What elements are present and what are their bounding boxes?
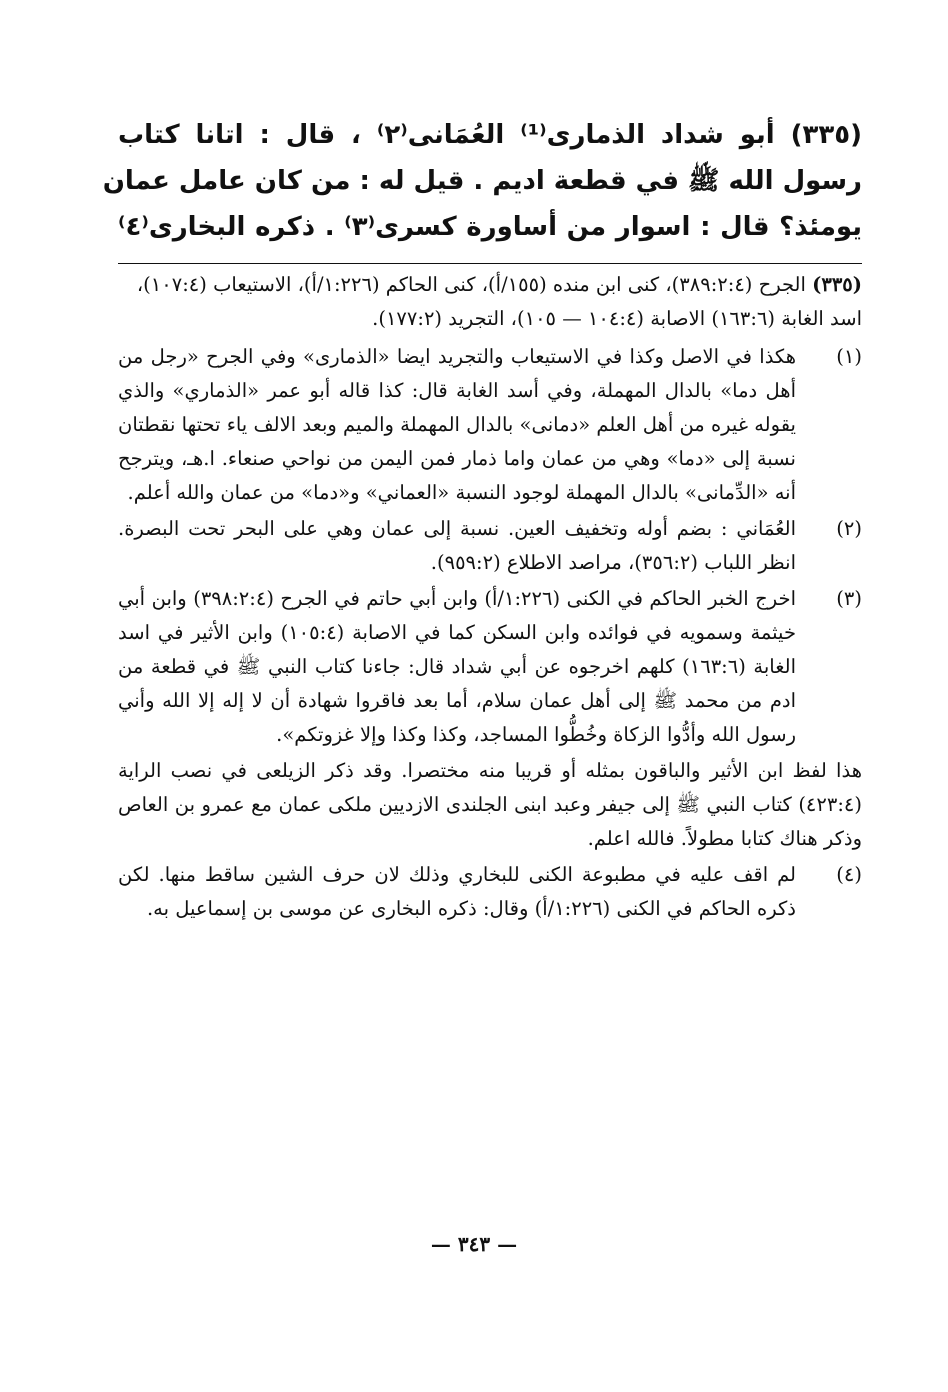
footnote-3 bbox=[118, 582, 862, 752]
footnote-text: العُمَاني : بضم أوله وتخفيف العين. نسبة إلى عمان وهي على البحر تحت البصرة. انظر اللباب (٣٥٦:٢)، مراصد الاطلاع (٩٥٩:٢). bbox=[118, 517, 796, 574]
footnote-number: (٢) bbox=[836, 517, 862, 540]
footnotes bbox=[118, 268, 862, 928]
source-reference bbox=[118, 268, 862, 336]
source-reference-number: (٣٣٥) bbox=[812, 273, 862, 296]
footnote-number: (٣) bbox=[836, 587, 862, 610]
main-line-3: يومئذ؟ قال : اسوار من أساورة كسرى⁽٣⁾ . ذكره البخاری⁽٤⁾ bbox=[118, 212, 862, 242]
footnote-2 bbox=[118, 512, 862, 580]
footnote-3-continuation: هذا لفظ ابن الأثير والباقون بمثله أو قريبا منه مختصرا. وقد ذكر الزيلعی في نصب الراية (٤٢٣:٤) كتاب النبي ﷺ إلى جيفر وعبد ابنى الجلندى الازديين ملكى عمان مع عمرو بن العاص وذكر هناك كتابا مطولاً. فالله اعلم. bbox=[118, 759, 862, 850]
footnote-number: (٤) bbox=[836, 863, 862, 886]
source-reference-text: الجرح (٣٨٩:٢:٤)، كنى ابن منده (١٥٥/أ)، كنى الحاكم (١:٢٢٦/أ)، الاستيعاب (١٠٧:٤)، اسد الغابة (١٦٣:٦) الاصابة (١٠٤:٤ — ١٠٥)، التجريد (١٧٧:٢). bbox=[136, 273, 862, 330]
main-text bbox=[102, 112, 862, 250]
footnote-text: اخرج الخبر الحاكم في الكنى (١:٢٢٦/أ) وابن أبي حاتم في الجرح (٣٩٨:٢:٤) وابن أبي خيثمة وسمويه في فوائده وابن السكن كما في الاصابة (١٠٥:٤) وابن الأثير في اسد الغابة (١٦٣:٦) كلهم اخرجوه عن أبي شداد قال: جاءنا كتاب النبي ﷺ في قطعة من ادم من محمد ﷺ إلى أهل عمان سلام، أما بعد فاقروا شهادة أن لا إله إلا الله وأني رسول الله وأدُّوا الزكاة وخُطُّوا المساجد، وكذا وكذا وإلا غزوتكم». bbox=[118, 587, 797, 746]
footnote-4 bbox=[118, 858, 862, 926]
main-line-2: رسول الله ﷺ في قطعة اديم . قيل له : من كان عامل عمان bbox=[102, 166, 862, 196]
footnote-text: هكذا في الاصل وكذا في الاستيعاب والتجريد ايضا «الذماری» وفي الجرح «رجل من أهل دما» بالدال المهملة، وفي أسد الغابة قال: كذا قاله أبو عمر «الذماري» والذي يقوله غيره من أهل العلم «دمانی» بالدال المهملة والميم وبعد الالف ياء تحتها نقطتان نسبة إلى «دما» وهي من عمان واما ذمار فمن اليمن من نواحي صنعاء. ا.هـ، ويترجح أنه «الدِّمانی» بالدال المهملة لوجود النسبة «العماني» و«دما» من عمان والله أعلم. bbox=[118, 345, 796, 504]
footnote-separator bbox=[118, 263, 862, 264]
footnote-1 bbox=[118, 340, 862, 510]
footnote-text: لم اقف عليه في مطبوعة الكنى للبخاري وذلك لان حرف الشين ساقط منها. لكن ذكره الحاكم في الكنى (١:٢٢٦/أ) وقال: ذكره البخاری عن موسى بن إسماعيل به. bbox=[118, 863, 796, 920]
main-line-1: (٣٣٥) أبو شداد الذماری⁽¹⁾ العُمَانی⁽٢⁾ ، قال : اتانا كتاب bbox=[118, 120, 862, 150]
footnote-number: (١) bbox=[836, 345, 862, 368]
page-number: — ٣٤٣ — bbox=[430, 1232, 518, 1256]
